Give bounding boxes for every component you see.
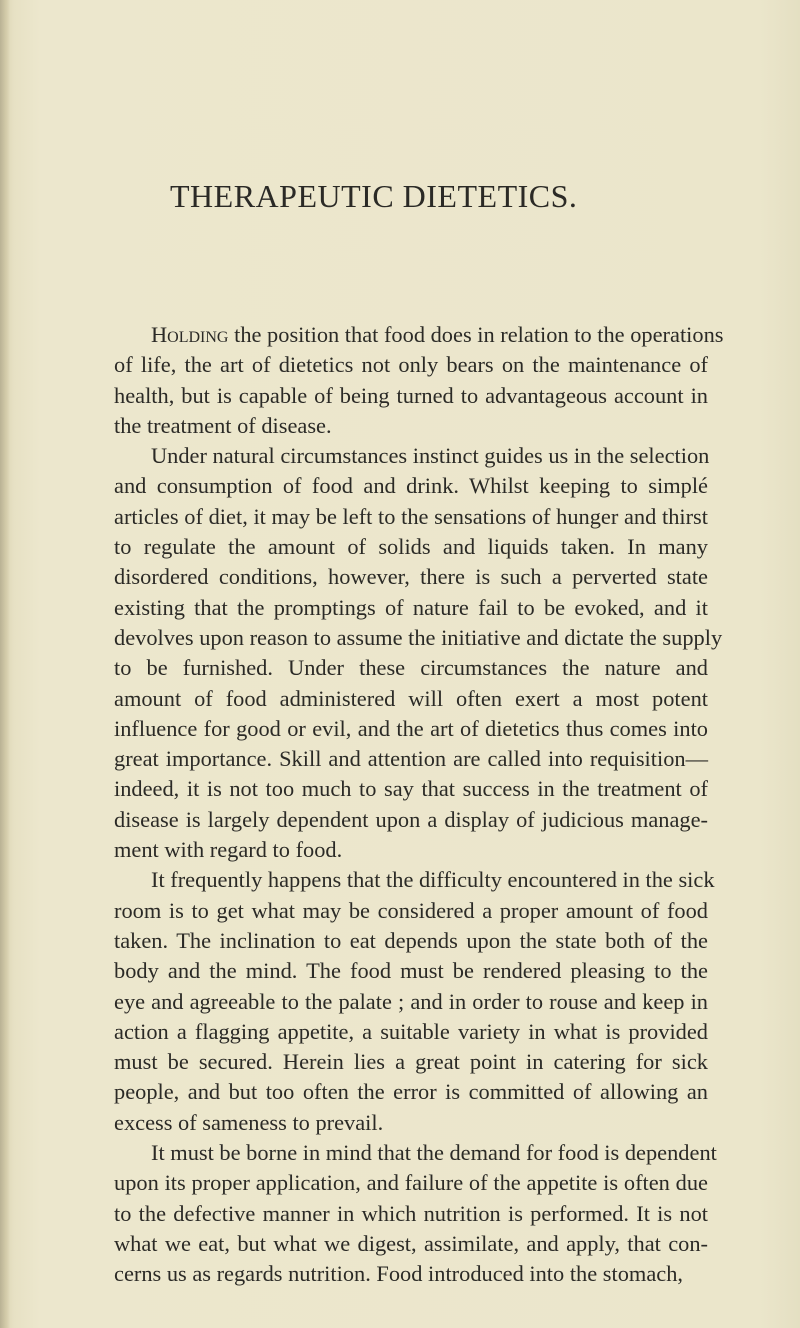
text-line: cerns us as regards nutrition. Food introduced into the stomach, — [114, 1261, 683, 1287]
text-line: to the defective manner in which nutrition is performed. It is not — [114, 1200, 708, 1226]
text-line: of life, the art of dietetics not only bears on the maintenance of — [114, 352, 708, 378]
chapter-title: THERAPEUTIC DIETETICS. — [170, 178, 578, 214]
text-line: indeed, it is not too much to say that success in the treatment of — [114, 776, 708, 802]
text-line: disease is largely dependent upon a display of judicious manage- — [114, 806, 708, 832]
text-line: influence for good or evil, and the art of dietetics thus comes into — [114, 715, 708, 741]
text-line: Holding the position that food does in relation to the operations — [151, 322, 724, 347]
text-line: action a flagging appetite, a suitable variety in what is provided — [114, 1018, 708, 1044]
text-line: the treatment of disease. — [114, 412, 332, 438]
text-line: existing that the promptings of nature fail to be evoked, and it — [114, 594, 708, 620]
body-text — [114, 320, 724, 1290]
text-line: and consumption of food and drink. Whilst keeping to simplé — [114, 473, 708, 499]
text-line: devolves upon reason to assume the initiative and dictate the supply — [114, 624, 723, 650]
text-line: disordered conditions, however, there is such a perverted state — [114, 564, 708, 590]
binding-edge — [0, 0, 10, 1328]
text-line: amount of food administered will often exert a most potent — [114, 685, 708, 711]
text-line: taken. The inclination to eat depends upon the state both of the — [114, 927, 708, 953]
text-line: what we eat, but what we digest, assimilate, and apply, that con- — [114, 1230, 708, 1256]
text-line: to regulate the amount of solids and liquids taken. In many — [114, 534, 708, 560]
text-line: health, but is capable of being turned to advantageous account in — [114, 382, 708, 408]
text-line: to be furnished. Under these circumstances the nature and — [114, 655, 708, 681]
text-line: must be secured. Herein lies a great point in catering for sick — [114, 1049, 708, 1075]
text-line: Under natural circumstances instinct guides us in the selection — [151, 443, 710, 469]
text-line: upon its proper application, and failure of the appetite is often due — [114, 1170, 708, 1196]
text-line: articles of diet, it may be left to the sensations of hunger and thirst — [114, 503, 708, 529]
text-line: great importance. Skill and attention are called into requisition— — [114, 746, 708, 772]
text-line: excess of sameness to prevail. — [114, 1109, 384, 1135]
lead-word: Holding — [151, 322, 229, 347]
text-line: room is to get what may be considered a proper amount of food — [114, 897, 708, 923]
text-line: It frequently happens that the difficulty encountered in the sick — [151, 867, 715, 893]
text-line: It must be borne in mind that the demand for food is dependent — [151, 1140, 717, 1166]
text-line: ment with regard to food. — [114, 837, 343, 863]
text-line: eye and agreeable to the palate ; and in order to rouse and keep in — [114, 988, 708, 1014]
text-line: body and the mind. The food must be rendered pleasing to the — [114, 958, 708, 984]
text-line: people, and but too often the error is committed of allowing an — [114, 1079, 708, 1105]
